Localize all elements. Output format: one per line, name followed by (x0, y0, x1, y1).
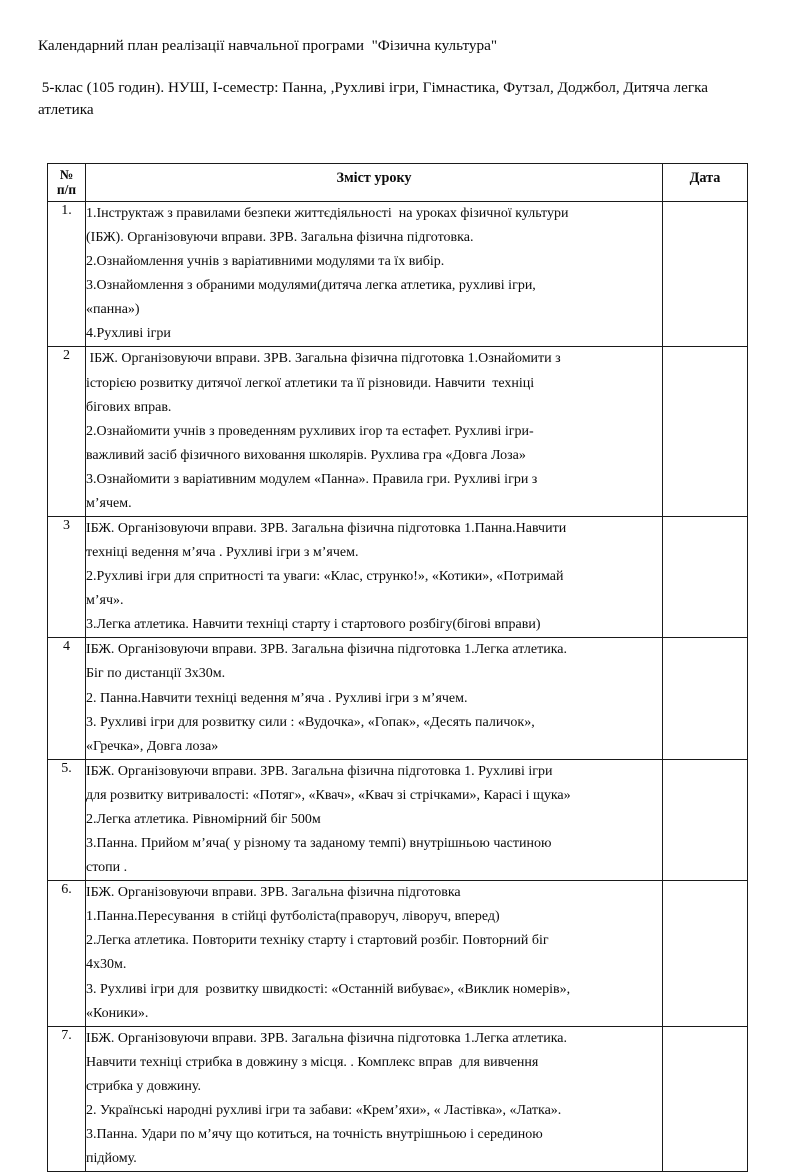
column-header-number-line2: п/п (56, 182, 77, 198)
lesson-content-line: 3. Рухливі ігри для розвитку сили : «Вудочка», «Гопак», «Десять паличок», (86, 714, 535, 730)
table-row (48, 1026, 748, 1171)
lesson-content-line: (ІБЖ). Організовуючи вправи. ЗРВ. Загальна фізична підготовка. (86, 230, 474, 246)
lesson-content-line: «панна») (86, 302, 140, 318)
lesson-content-line: «Коники». (86, 1005, 149, 1021)
lesson-content-cell (86, 517, 663, 638)
document-subtitle: 5-клас (105 годин). НУШ, І-семестр: Панна, ,Рухливі ігри, Гімнастика, Футзал, Доджбол, Дитяча легка атлетика (38, 78, 712, 119)
row-number-cell: 4 (48, 638, 86, 759)
lesson-content-cell (86, 638, 663, 759)
lesson-content-line: 2.Ознайомлення учнів з варіативними модулями та їх вибір. (86, 254, 445, 270)
lesson-content-line: Навчити техніці стрибка в довжину з місця. . Комплекс вправ для вивчення (86, 1054, 539, 1070)
row-number-cell: 2 (48, 347, 86, 517)
lesson-content-line: підйому. (86, 1151, 137, 1167)
lesson-content-line: ІБЖ. Організовуючи вправи. ЗРВ. Загальна фізична підготовка 1.Легка атлетика. (86, 642, 568, 658)
lesson-content-line: бігових вправ. (86, 399, 172, 415)
lesson-content-line: ІБЖ. Організовуючи вправи. ЗРВ. Загальна фізична підготовка (86, 885, 461, 901)
table-row (48, 202, 748, 347)
table-header (48, 164, 748, 202)
lesson-date-cell[interactable] (663, 759, 748, 880)
row-number-cell: 1. (48, 202, 86, 347)
lesson-content-line: 1.Панна.Пересування в стійці футболіста(праворуч, ліворуч, вперед) (86, 909, 500, 925)
row-number-cell: 5. (48, 759, 86, 880)
lesson-content-line: 2.Легка атлетика. Повторити техніку старту і стартовий розбіг. Повторний біг (86, 933, 549, 949)
column-header-content: Зміст уроку (86, 164, 663, 202)
table-body (48, 202, 748, 1172)
lesson-content-line: 2. Панна.Навчити техніці ведення м’яча . Рухливі ігри з м’ячем. (86, 690, 468, 706)
row-number-cell: 7. (48, 1026, 86, 1171)
lesson-content-cell (86, 202, 663, 347)
lesson-content-line: ІБЖ. Організовуючи вправи. ЗРВ. Загальна фізична підготовка 1. Рухливі ігри (86, 763, 553, 779)
table-row (48, 517, 748, 638)
table-row (48, 638, 748, 759)
lesson-content-line: стрибка у довжину. (86, 1078, 202, 1094)
lesson-content-line: історією розвитку дитячої легкої атлетики та її різновиди. Навчити техніці (86, 375, 535, 391)
lesson-content-line: 3.Легка атлетика. Навчити техніці старту і стартового розбігу(бігові вправи) (86, 617, 541, 633)
lesson-date-cell[interactable] (663, 881, 748, 1026)
table-row (48, 759, 748, 880)
lesson-date-cell[interactable] (663, 347, 748, 517)
lesson-content-line: стопи . (86, 860, 128, 876)
lesson-content-line: «Гречка», Довга лоза» (86, 738, 219, 754)
lesson-date-cell[interactable] (663, 638, 748, 759)
lesson-content-line: для розвитку витривалості: «Потяг», «Квач», «Квач зі стрічками», Карасі і щука» (86, 787, 571, 803)
table-header-row (48, 164, 748, 202)
page-title: Календарний план реалізації навчальної програми "Фізична культура" (38, 37, 498, 54)
lesson-content-line: техніці ведення м’яча . Рухливі ігри з м’ячем. (86, 545, 359, 561)
lesson-content-line: ІБЖ. Організовуючи вправи. ЗРВ. Загальна фізична підготовка 1.Легка атлетика. (86, 1030, 568, 1046)
lesson-content-line: м’ячем. (86, 495, 132, 511)
lesson-content-cell (86, 759, 663, 880)
lesson-content-line: 1.Інструктаж з правилами безпеки життєдіяльності на уроках фізичної культури (86, 206, 569, 221)
lesson-content-line: м’яч». (86, 593, 124, 609)
column-header-date: Дата (663, 164, 748, 202)
lesson-content-line: 3.Панна. Прийом м’яча( у різному та заданому темпі) внутрішньою частиною (86, 836, 552, 852)
lesson-content-line: 3. Рухливі ігри для розвитку швидкості: «Останній вибуває», «Виклик номерів», (86, 981, 571, 997)
table-row (48, 347, 748, 517)
row-number-cell: 3 (48, 517, 86, 638)
document-header (38, 36, 754, 122)
lesson-content-line: 2.Рухливі ігри для спритності та уваги: «Клас, струнко!», «Котики», «Потримай (86, 569, 564, 585)
lesson-content-line: важливий засіб фізичного виховання школярів. Рухлива гра «Довга Лоза» (86, 447, 526, 463)
row-number-cell: 6. (48, 881, 86, 1026)
lesson-content-line: 4.Рухливі ігри (86, 326, 171, 342)
lesson-content-line: ІБЖ. Організовуючи вправи. ЗРВ. Загальна фізична підготовка 1.Ознайомити з (86, 351, 561, 367)
lesson-content-line: Біг по дистанції 3х30м. (86, 666, 226, 682)
table-row (48, 881, 748, 1026)
lesson-content-line: 2.Легка атлетика. Рівномірний біг 500м (86, 811, 321, 827)
lesson-content-line: 3.Ознайомлення з обраними модулями(дитяча легка атлетика, рухливі ігри, (86, 278, 536, 294)
lesson-content-line: 3.Панна. Удари по м’ячу що котиться, на точність внутрішньою і серединою (86, 1126, 543, 1142)
lesson-content-cell (86, 347, 663, 517)
lesson-date-cell[interactable] (663, 517, 748, 638)
lesson-content-line: ІБЖ. Організовуючи вправи. ЗРВ. Загальна фізична підготовка 1.Панна.Навчити (86, 521, 567, 537)
column-header-number-line1: № (59, 167, 74, 182)
lesson-content-line: 3.Ознайомити з варіативним модулем «Панна». Правила гри. Рухливі ігри з (86, 471, 538, 487)
lesson-plan-table (47, 163, 748, 1172)
lesson-content-cell (86, 1026, 663, 1171)
column-header-number (48, 164, 86, 202)
lesson-content-line: 4х30м. (86, 957, 127, 973)
lesson-date-cell[interactable] (663, 202, 748, 347)
lesson-content-line: 2. Українські народні рухливі ігри та забави: «Крем’яхи», « Ластівка», «Латка». (86, 1102, 562, 1118)
lesson-date-cell[interactable] (663, 1026, 748, 1171)
lesson-plan-table-container (47, 163, 747, 1172)
lesson-content-cell (86, 881, 663, 1026)
lesson-content-line: 2.Ознайомити учнів з проведенням рухливих ігор та естафет. Рухливі ігри- (86, 423, 534, 439)
